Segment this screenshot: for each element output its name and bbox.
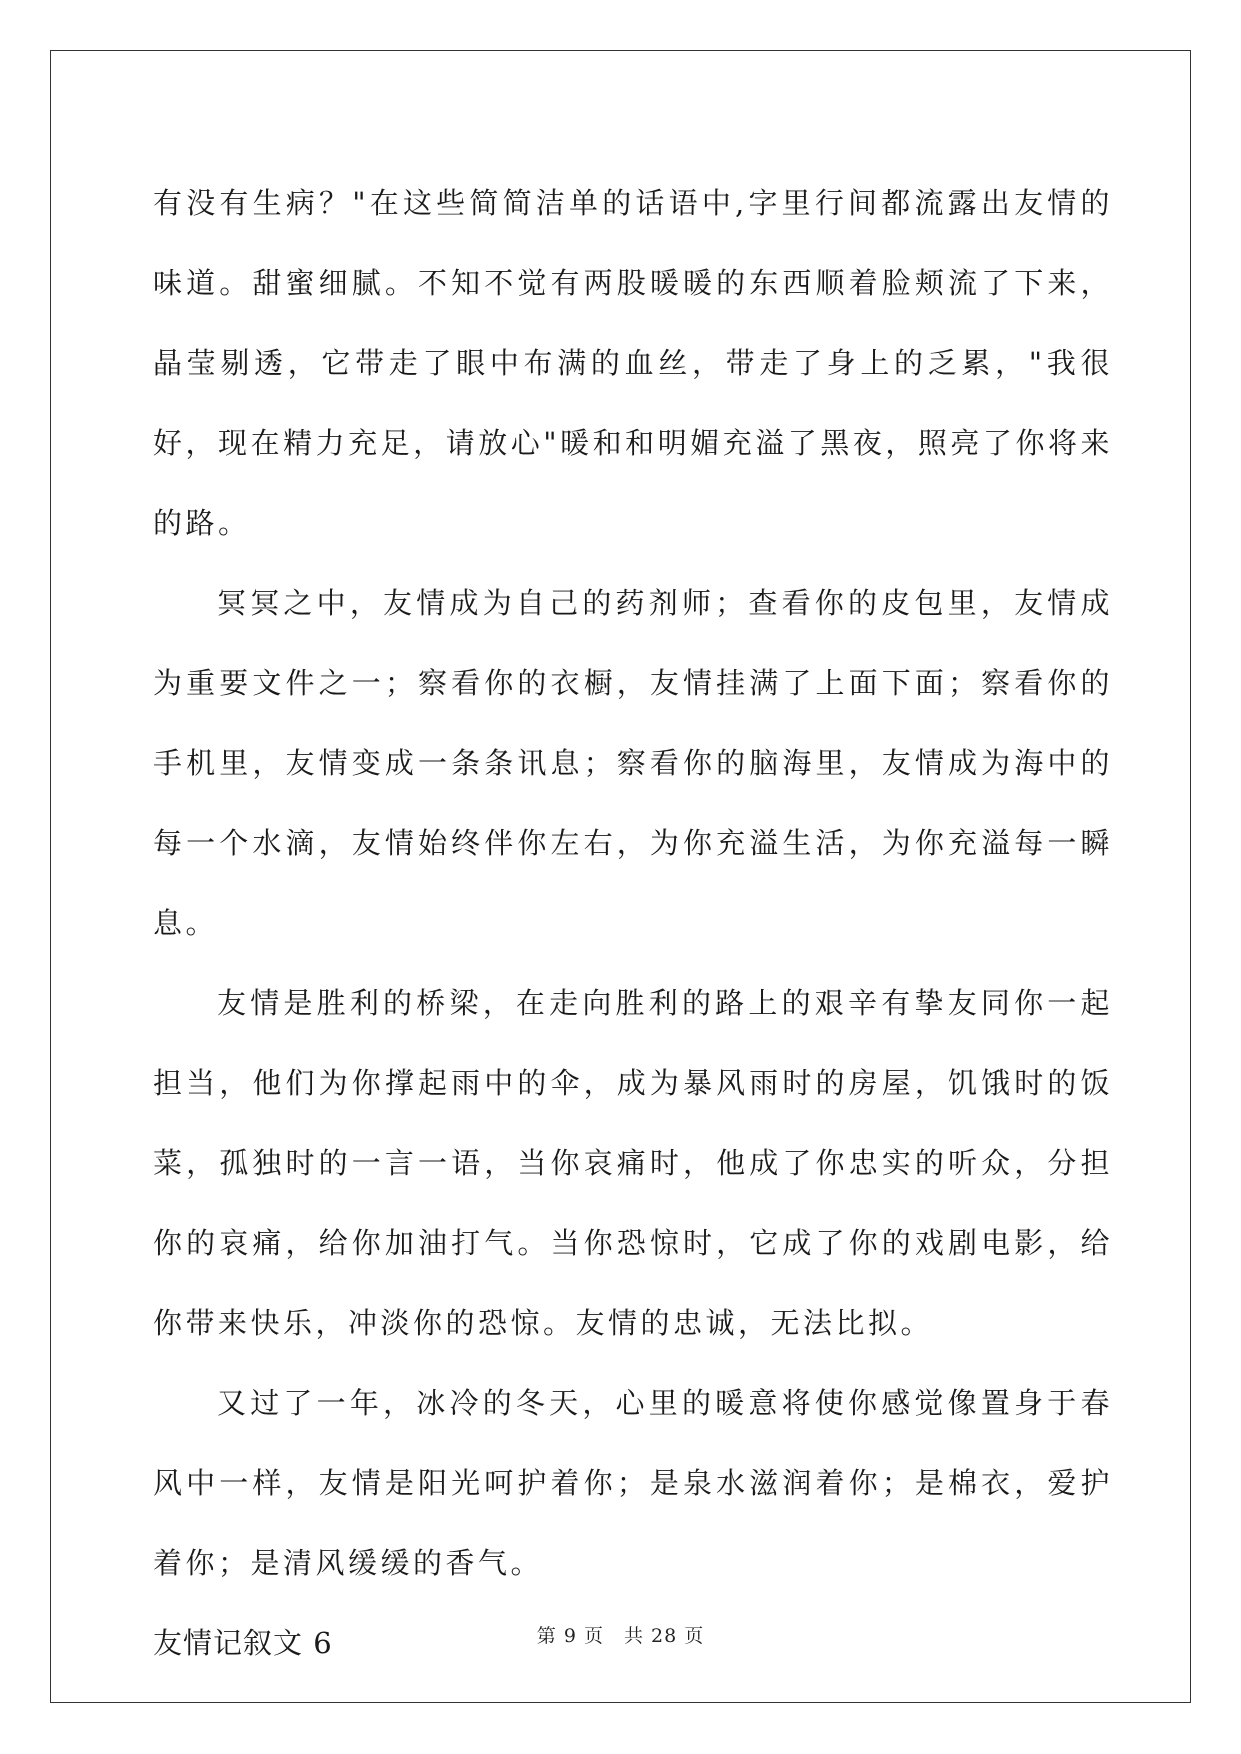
paragraph-3: 友情是胜利的桥梁，在走向胜利的路上的艰辛有挚友同你一起担当，他们为你撑起雨中的伞，成为暴风雨时的房屋，饥饿时的饭菜，孤独时的一言一语，当你哀痛时，他成了你忠实的听众，分担你的哀痛，给你加油打气。当你恐惊时，它成了你的戏剧电影，给你带来快乐，冲淡你的恐惊。友情的忠诚，无法比拟。 xyxy=(153,986,1113,1340)
section-heading: 友情记叙文 6 xyxy=(153,1626,333,1660)
page-footer xyxy=(0,1621,1241,1648)
page-number: 第 9 页 xyxy=(536,1625,604,1647)
paragraph-4: 又过了一年，冰冷的冬天，心里的暖意将使你感觉像置身于春风中一样，友情是阳光呵护着你；是泉水滋润着你；是棉衣，爱护着你；是清风缓缓的香气。 xyxy=(153,1386,1113,1580)
document-body xyxy=(153,163,1113,1683)
paragraph-1: 有没有生病？"在这些简简洁单的话语中,字里行间都流露出友情的味道。甜蜜细腻。不知不觉有两股暖暖的东西顺着脸颊流了下来，晶莹剔透，它带走了眼中布满的血丝，带走了身上的乏累，"我很好，现在精力充足，请放心"暖和和明媚充溢了黑夜，照亮了你将来的路。 xyxy=(153,186,1113,540)
total-pages: 共 28 页 xyxy=(623,1625,705,1647)
paragraph-2: 冥冥之中，友情成为自己的药剂师；查看你的皮包里，友情成为重要文件之一；察看你的衣橱，友情挂满了上面下面；察看你的手机里，友情变成一条条讯息；察看你的脑海里，友情成为海中的每一个水滴，友情始终伴你左右，为你充溢生活，为你充溢每一瞬息。 xyxy=(153,586,1113,940)
